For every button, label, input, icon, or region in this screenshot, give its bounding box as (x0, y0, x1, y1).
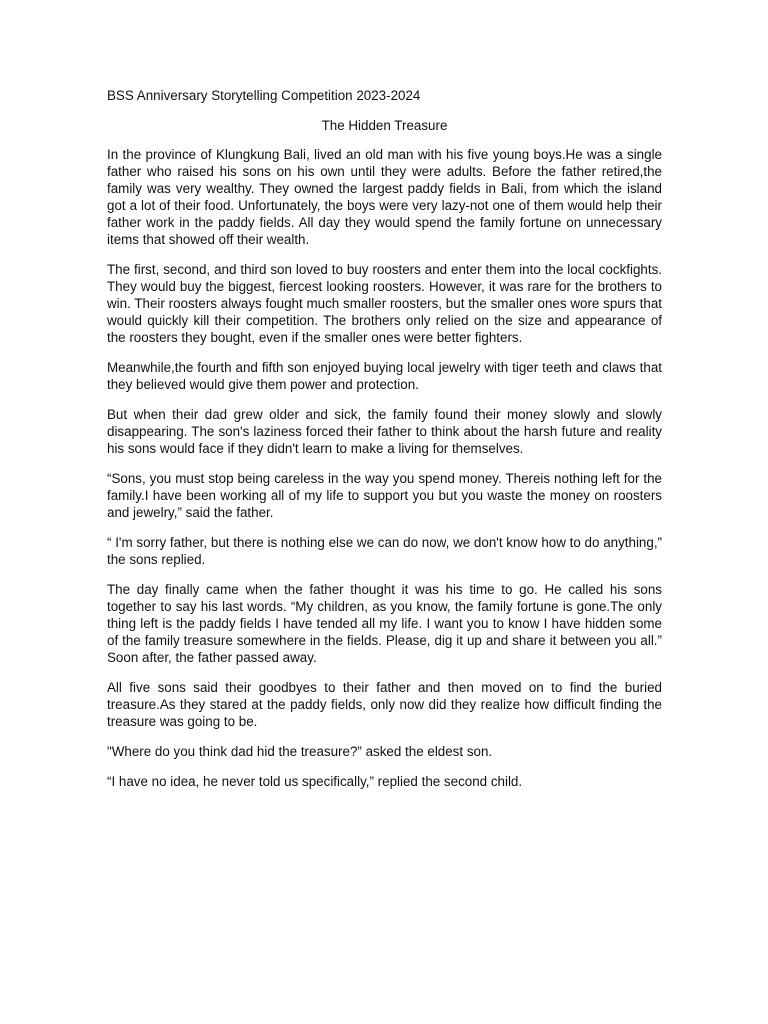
story-paragraph-10: “I have no idea, he never told us specifically,” replied the second child. (107, 774, 523, 789)
story-paragraph-1: In the province of Klungkung Bali, lived an old man with his five young boys.He was a single father who raised his sons on his own until they were adults. Before the father retired,the family was very wealthy. They owned the largest paddy fields in Bali, from which the island got a lot of their food. Unfortunately, the boys were very lazy-not one of them would help their father work in the paddy fields. All day they would spend the family fortune on unnecessary items that showed off their wealth. (107, 147, 662, 247)
story-paragraph-7: The day finally came when the father thought it was his time to go. He called his sons together to say his last words. “My children, as you know, the family fortune is gone.The only thing left is the paddy fields I have tended all my life. I want you to know I have hidden some of the family treasure somewhere in the fields. Please, dig it up and share it between you all.” Soon after, the father passed away. (107, 582, 662, 665)
story-paragraph-6: “ I'm sorry father, but there is nothing else we can do now, we don't know how to do anything,” the sons replied. (107, 535, 662, 567)
story-paragraph-3: Meanwhile,the fourth and fifth son enjoyed buying local jewelry with tiger teeth and claws that they believed would give them power and protection. (107, 360, 662, 392)
competition-header: BSS Anniversary Storytelling Competition 2023-2024 (107, 88, 421, 103)
story-paragraph-5: “Sons, you must stop being careless in the way you spend money. Thereis nothing left for the family.I have been working all of my life to support you but you waste the money on roosters and jewelry,” said the father. (107, 471, 662, 520)
story-paragraph-8: All five sons said their goodbyes to their father and then moved on to find the buried treasure.As they stared at the paddy fields, only now did they realize how difficult finding the treasure was going to be. (107, 680, 662, 729)
story-paragraph-4: But when their dad grew older and sick, the family found their money slowly and slowly disappearing. The son's laziness forced their father to think about the harsh future and reality his sons would face if they didn't learn to make a living for themselves. (107, 407, 662, 456)
story-paragraph-2: The first, second, and third son loved to buy roosters and enter them into the local cockfights. They would buy the biggest, fiercest looking roosters. However, it was rare for the brothers to win. Their roosters always fought much smaller roosters, but the smaller ones wore spurs that would quickly kill their competition. The brothers only relied on the size and appearance of the roosters they bought, even if the smaller ones were better fighters. (107, 262, 662, 345)
story-title: The Hidden Treasure (321, 118, 448, 133)
story-paragraph-9: "Where do you think dad hid the treasure?” asked the eldest son. (107, 744, 493, 759)
